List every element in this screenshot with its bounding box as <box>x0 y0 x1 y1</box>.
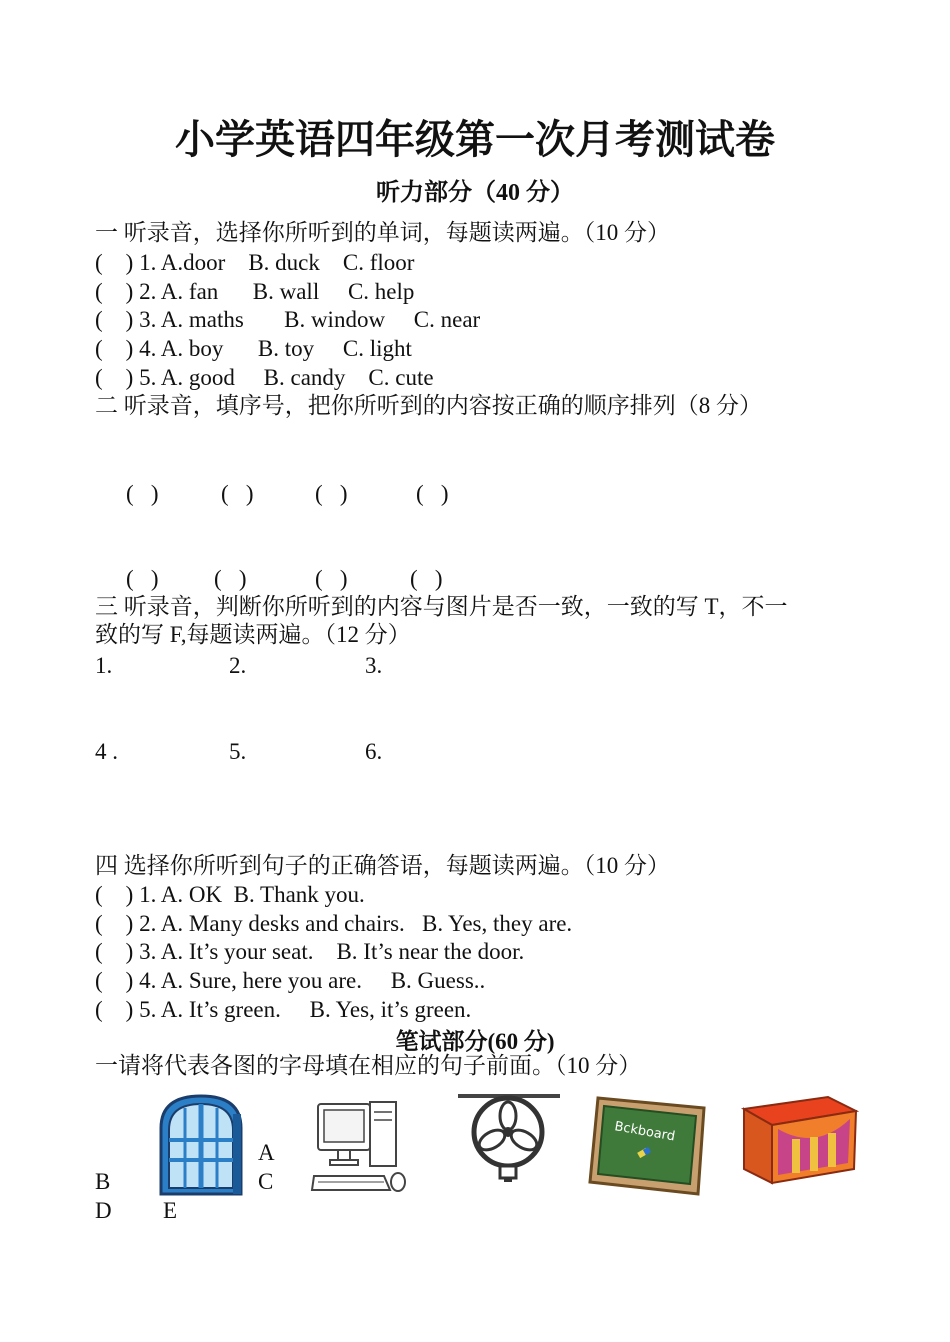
section4-heading: 四 选择你所听到句子的正确答语，每题读两遍。（10 分） <box>95 853 670 878</box>
answer-blank[interactable]: ( ) <box>315 481 348 506</box>
list-item: ( ) 1. A. OK B. Thank you. <box>95 882 365 907</box>
label-b: B <box>95 1169 111 1194</box>
answer-blank[interactable]: ( ) <box>410 566 443 591</box>
page-title: 小学英语四年级第一次月考测试卷 <box>175 117 775 162</box>
section1-heading: 一 听录音，选择你所听到的单词，每题读两遍。（10 分） <box>95 220 670 245</box>
computer-picture <box>310 1098 410 1194</box>
label-c: C <box>258 1169 274 1194</box>
answer-blank[interactable]: ( ) <box>214 566 247 591</box>
answer-blank[interactable]: ( ) <box>126 481 159 506</box>
list-item: ( ) 5. A. good B. candy C. cute <box>95 365 434 390</box>
desk-picture <box>738 1095 860 1185</box>
writing-section1-heading: 一请将代表各图的字母填在相应的句子前面。（10 分） <box>95 1053 642 1078</box>
list-item: ( ) 2. A. Many desks and chairs. B. Yes, they are. <box>95 911 573 936</box>
item-number: 5. <box>229 739 247 764</box>
section2-heading: 二 听录音，填序号，把你所听到的内容按正确的顺序排列（8 分） <box>95 393 762 418</box>
blackboard-picture <box>588 1096 708 1196</box>
section3-heading-cont: 致的写 F,每题读两遍。（12 分） <box>95 622 411 647</box>
item-number: 6. <box>365 739 383 764</box>
label-d: D <box>95 1198 112 1223</box>
list-item: ( ) 4. A. Sure, here you are. B. Guess.. <box>95 968 486 993</box>
blackboard-text: Bckboard <box>613 1119 677 1145</box>
label-e: E <box>163 1198 178 1223</box>
list-item: ( ) 3. A. It’s your seat. B. It’s near the door. <box>95 939 525 964</box>
window-picture <box>157 1094 245 1196</box>
item-number: 1. <box>95 653 113 678</box>
list-item: ( ) 4. A. boy B. toy C. light <box>95 336 412 361</box>
list-item: ( ) 3. A. maths B. window C. near <box>95 307 481 332</box>
answer-blank[interactable]: ( ) <box>126 566 159 591</box>
writing-heading: 笔试部分(60 分) <box>395 1029 555 1054</box>
item-number: 4 . <box>95 739 118 764</box>
listening-heading: 听力部分（40 分） <box>376 180 574 206</box>
label-a: A <box>258 1140 275 1165</box>
list-item: ( ) 5. A. It’s green. B. Yes, it’s green. <box>95 997 472 1022</box>
list-item: ( ) 2. A. fan B. wall C. help <box>95 279 415 304</box>
answer-blank[interactable]: ( ) <box>221 481 254 506</box>
fan-picture <box>458 1094 560 1182</box>
answer-blank[interactable]: ( ) <box>315 566 348 591</box>
answer-blank[interactable]: ( ) <box>416 481 449 506</box>
list-item: ( ) 1. A.door B. duck C. floor <box>95 250 415 275</box>
section3-heading: 三 听录音，判断你所听到的内容与图片是否一致，一致的写 T，不一 <box>95 594 788 619</box>
item-number: 2. <box>229 653 247 678</box>
item-number: 3. <box>365 653 383 678</box>
